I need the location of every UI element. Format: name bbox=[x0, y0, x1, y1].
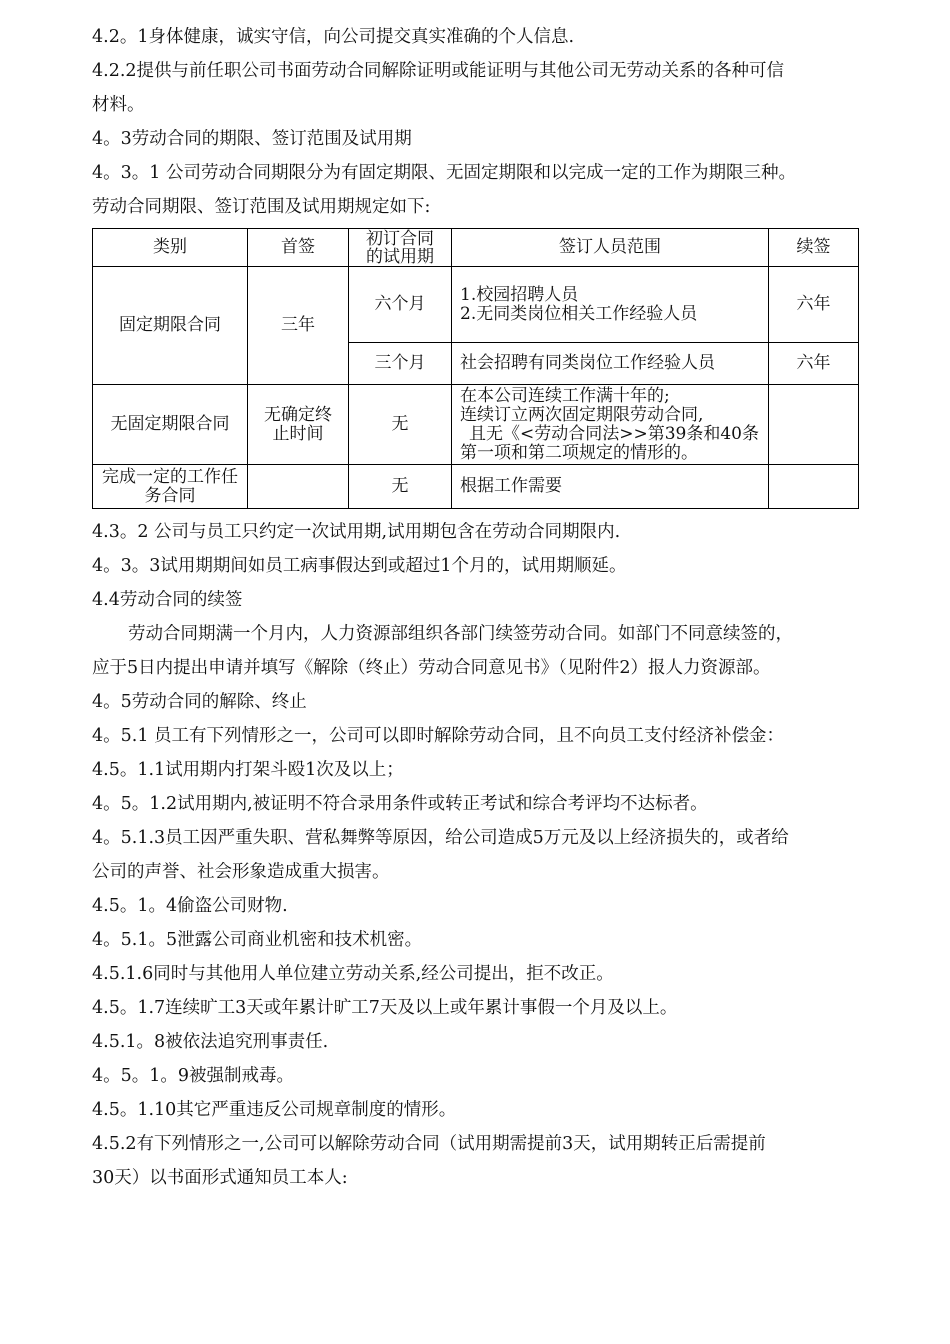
clause-4-3-1-cont: 劳动合同期限、签订范围及试用期规定如下: bbox=[92, 197, 431, 217]
table-row bbox=[93, 267, 859, 343]
scope-line: 在本公司连续工作满十年的; bbox=[460, 385, 670, 406]
clause-4-2-2-cont: 材料。 bbox=[92, 95, 145, 115]
scope-line: 2.无同类岗位相关工作经验人员 bbox=[460, 303, 698, 324]
clause-4-3-3: 4。3。3试用期期间如员工病事假达到或超过1个月的，试用期顺延。 bbox=[92, 556, 627, 576]
header-category: 类别 bbox=[93, 229, 248, 267]
cell-fixed-category: 固定期限合同 bbox=[93, 267, 248, 385]
header-renewal: 续签 bbox=[769, 229, 859, 267]
clause-4-3-2: 4.3。2 公司与员工只约定一次试用期,试用期包含在劳动合同期限内. bbox=[92, 522, 621, 542]
clause-4-5-1-7: 4.5。1.7连续旷工3天或年累计旷工7天及以上或年累计事假一个月及以上。 bbox=[92, 998, 678, 1018]
clause-4-5-1-6: 4.5.1.6同时与其他用人单位建立劳动关系,经公司提出，拒不改正。 bbox=[92, 964, 614, 984]
clause-4-5-1-10: 4.5。1.10其它严重违反公司规章制度的情形。 bbox=[92, 1100, 457, 1120]
cell-task-scope: 根据工作需要 bbox=[452, 465, 769, 509]
heading-4-5: 4。5劳动合同的解除、终止 bbox=[92, 692, 307, 712]
para-renewal-cont: 应于5日内提出申请并填写《解除（终止）劳动合同意见书》（见附件2）报人力资源部。 bbox=[92, 658, 771, 678]
scope-line: 连续订立两次固定期限劳动合同, bbox=[460, 404, 704, 425]
cell-task-category: 完成一定的工作任务合同 bbox=[93, 465, 248, 509]
cell-task-first bbox=[248, 465, 349, 509]
cell-open-category: 无固定期限合同 bbox=[93, 385, 248, 465]
scope-line: 1.校园招聘人员 bbox=[460, 284, 579, 305]
scope-line: 且无《<劳动合同法>>第39条和40条 bbox=[469, 423, 759, 444]
clause-4-3-1: 4。3。1 公司劳动合同期限分为有固定期限、无固定期限和以完成一定的工作为期限三种。 bbox=[92, 163, 796, 183]
cell-task-renew bbox=[769, 465, 859, 509]
clause-4-5-1-2: 4。5。1.2试用期内,被证明不符合录用条件或转正考试和综合考评均不达标者。 bbox=[92, 794, 708, 814]
cell-fixed-a-probation: 六个月 bbox=[349, 267, 452, 343]
heading-4-4: 4.4劳动合同的续签 bbox=[92, 590, 243, 610]
cell-fixed-b-scope: 社会招聘有同类岗位工作经验人员 bbox=[452, 343, 769, 385]
clause-4-2-2: 4.2.2提供与前任职公司书面劳动合同解除证明或能证明与其他公司无劳动关系的各种可信 bbox=[92, 61, 785, 81]
clause-4-5-1-3: 4。5.1.3员工因严重失职、营私舞弊等原因，给公司造成5万元及以上经济损失的，或者给 bbox=[92, 828, 789, 848]
table-header-row bbox=[93, 229, 859, 267]
cell-fixed-a-renew: 六年 bbox=[769, 267, 859, 343]
header-first-sign: 首签 bbox=[248, 229, 349, 267]
clause-4-5-1: 4。5.1 员工有下列情形之一，公司可以即时解除劳动合同，且不向员工支付经济补偿金： bbox=[92, 726, 785, 746]
cell-fixed-b-probation: 三个月 bbox=[349, 343, 452, 385]
cell-fixed-a-scope bbox=[452, 267, 769, 343]
clause-4-5-1-3-cont: 公司的声誉、社会形象造成重大损害。 bbox=[92, 862, 390, 882]
header-probation: 初订合同的试用期 bbox=[349, 229, 452, 267]
clause-4-5-2: 4.5.2有下列情形之一,公司可以解除劳动合同（试用期需提前3天，试用期转正后需提前 bbox=[92, 1134, 766, 1154]
cell-open-renew bbox=[769, 385, 859, 465]
clause-4-5-1-5: 4。5.1。5泄露公司商业机密和技术机密。 bbox=[92, 930, 423, 950]
table-row bbox=[93, 385, 859, 465]
clause-4-5-1-4: 4.5。1。4偷盗公司财物. bbox=[92, 896, 288, 916]
cell-open-scope bbox=[452, 385, 769, 465]
para-renewal: 劳动合同期满一个月内，人力资源部组织各部门续签劳动合同。如部门不同意续签的， bbox=[128, 624, 793, 644]
contract-term-table bbox=[92, 228, 859, 509]
cell-fixed-b-renew: 六年 bbox=[769, 343, 859, 385]
cell-open-probation: 无 bbox=[349, 385, 452, 465]
table-row bbox=[93, 465, 859, 509]
cell-fixed-first: 三年 bbox=[248, 267, 349, 385]
scope-line: 第一项和第二项规定的情形的。 bbox=[460, 442, 698, 463]
heading-4-3: 4。3劳动合同的期限、签订范围及试用期 bbox=[92, 129, 412, 149]
clause-4-5-1-1: 4.5。1.1试用期内打架斗殴1次及以上； bbox=[92, 760, 404, 780]
clause-4-2-1: 4.2。1身体健康，诚实守信，向公司提交真实准确的个人信息. bbox=[92, 27, 575, 47]
clause-4-5-2-cont: 30天）以书面形式通知员工本人: bbox=[92, 1168, 348, 1188]
header-scope: 签订人员范围 bbox=[452, 229, 769, 267]
cell-open-first: 无确定终止时间 bbox=[248, 385, 349, 465]
cell-task-probation: 无 bbox=[349, 465, 452, 509]
clause-4-5-1-8: 4.5.1。8被依法追究刑事责任. bbox=[92, 1032, 329, 1052]
clause-4-5-1-9: 4。5。1。9被强制戒毒。 bbox=[92, 1066, 295, 1086]
